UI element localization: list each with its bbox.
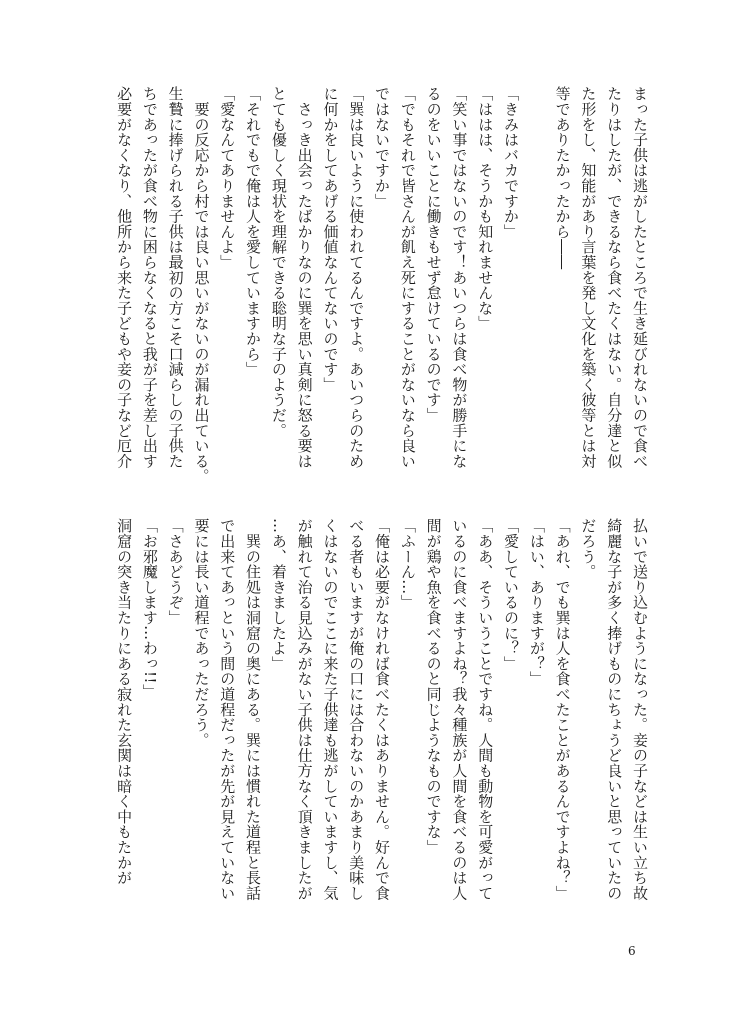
text-column: 「それでもで俺は人を愛していますから」 [244,86,263,377]
text-column: 巽の住処は洞窟の奥にある。巽には慣れた道程と長話 [244,518,263,901]
text-column: るのをいいことに働きもせず怠けているのです」 [424,86,443,423]
text-column: 「愛しているのに？」 [502,518,521,671]
text-column: 「笑い事ではないのです！あいつらは食べ物が勝手にな [450,86,469,469]
text-column: で出来てあっという間の道程だったが先が見えていない [218,518,237,901]
text-column: 「俺は必要がなければ食べたくはありません。好んで食 [373,518,392,901]
text-column: 要には長い道程であっただろう。 [192,518,211,748]
text-column: 「愛なんてありませんよ」 [218,86,237,270]
text-column: いるのに食べますよね？我々種族が人間を食べるのは人 [450,518,469,901]
text-column: に何かをしてあげる価値なんてないのです」 [321,86,340,392]
text-column: が触れて治る見込みがない子供は仕方なく頂きましたが [295,518,314,901]
text-column: ではないですか」 [373,86,392,209]
text-column: さっき出会ったばかりなのに巽を思い真剣に怒る要は [295,86,314,469]
text-column: まった子供は逃がしたところで生き延びれないので食べ [631,86,649,469]
text-column: 要の反応から村では良い思いがないのが漏れ出ている。 [192,86,211,484]
text-column: 「はい、ありますが？」 [527,518,546,687]
text-column: 生贄に捧げられる子供は最初の方こそ口減らしの子供た [166,86,185,469]
text-column: くはないのでここに来た子供達も逃がしていますし、気 [321,518,340,901]
text-column: 「巽は良いように使われてるんですよ。あいつらのため [347,86,366,469]
text-column: 「ああ、そういうことですね。人間も動物を可愛がって [476,518,495,901]
upper-text-block [110,86,652,484]
lower-text-block [110,518,652,908]
text-column: 払いで送り込むようになった。妾の子などは生い立ち故 [631,518,649,901]
text-column: 綺麗な子が多く捧げものにちょうど良いと思っていたの [605,518,624,901]
text-column [523,86,549,476]
text-column: …あ、着きましたよ」 [269,518,288,671]
text-column: べる者もいますが俺の口には合わないのかあまり美味し [347,518,366,901]
text-column: 間が鶏や魚を食べるのと同じようなものですな」 [424,518,443,855]
text-column: 「きみはバカですか」 [502,86,521,239]
text-column: 「あれ、でも巽は人を食べたことがあるんですよね？」 [553,518,572,901]
text-column: 「ははは、そうかも知れませんな」 [476,86,495,331]
text-column: 「でもそれで皆さんが飢え死にすることがないなら良い [398,86,417,469]
page-number: 6 [628,944,636,958]
text-column: だろう。 [579,518,598,580]
text-column: とても優しく現状を理解できる聡明な子のようだ。 [269,86,288,438]
text-column: たりはしたが、できるなら食べたくはない。自分達と似 [605,86,624,469]
text-column: 洞窟の突き当たりにある寂れた玄関は暗く中もたかが [115,518,134,886]
text-column: 「お邪魔します…わっ!!」 [140,518,159,699]
text-column: た形をし、知能があり言葉を発し文化を築く彼等とは対 [579,86,598,469]
text-column: 必要がなくなり、他所から来た子どもや妾の子など厄介 [115,86,134,469]
text-column: 「さあどうぞ」 [166,518,185,626]
text-column: 等でありたかったから―― [553,86,572,270]
text-column: ちであったが食べ物に困らなくなると我が子を差し出す [140,86,159,469]
text-column: 「ふーん…」 [398,518,417,610]
